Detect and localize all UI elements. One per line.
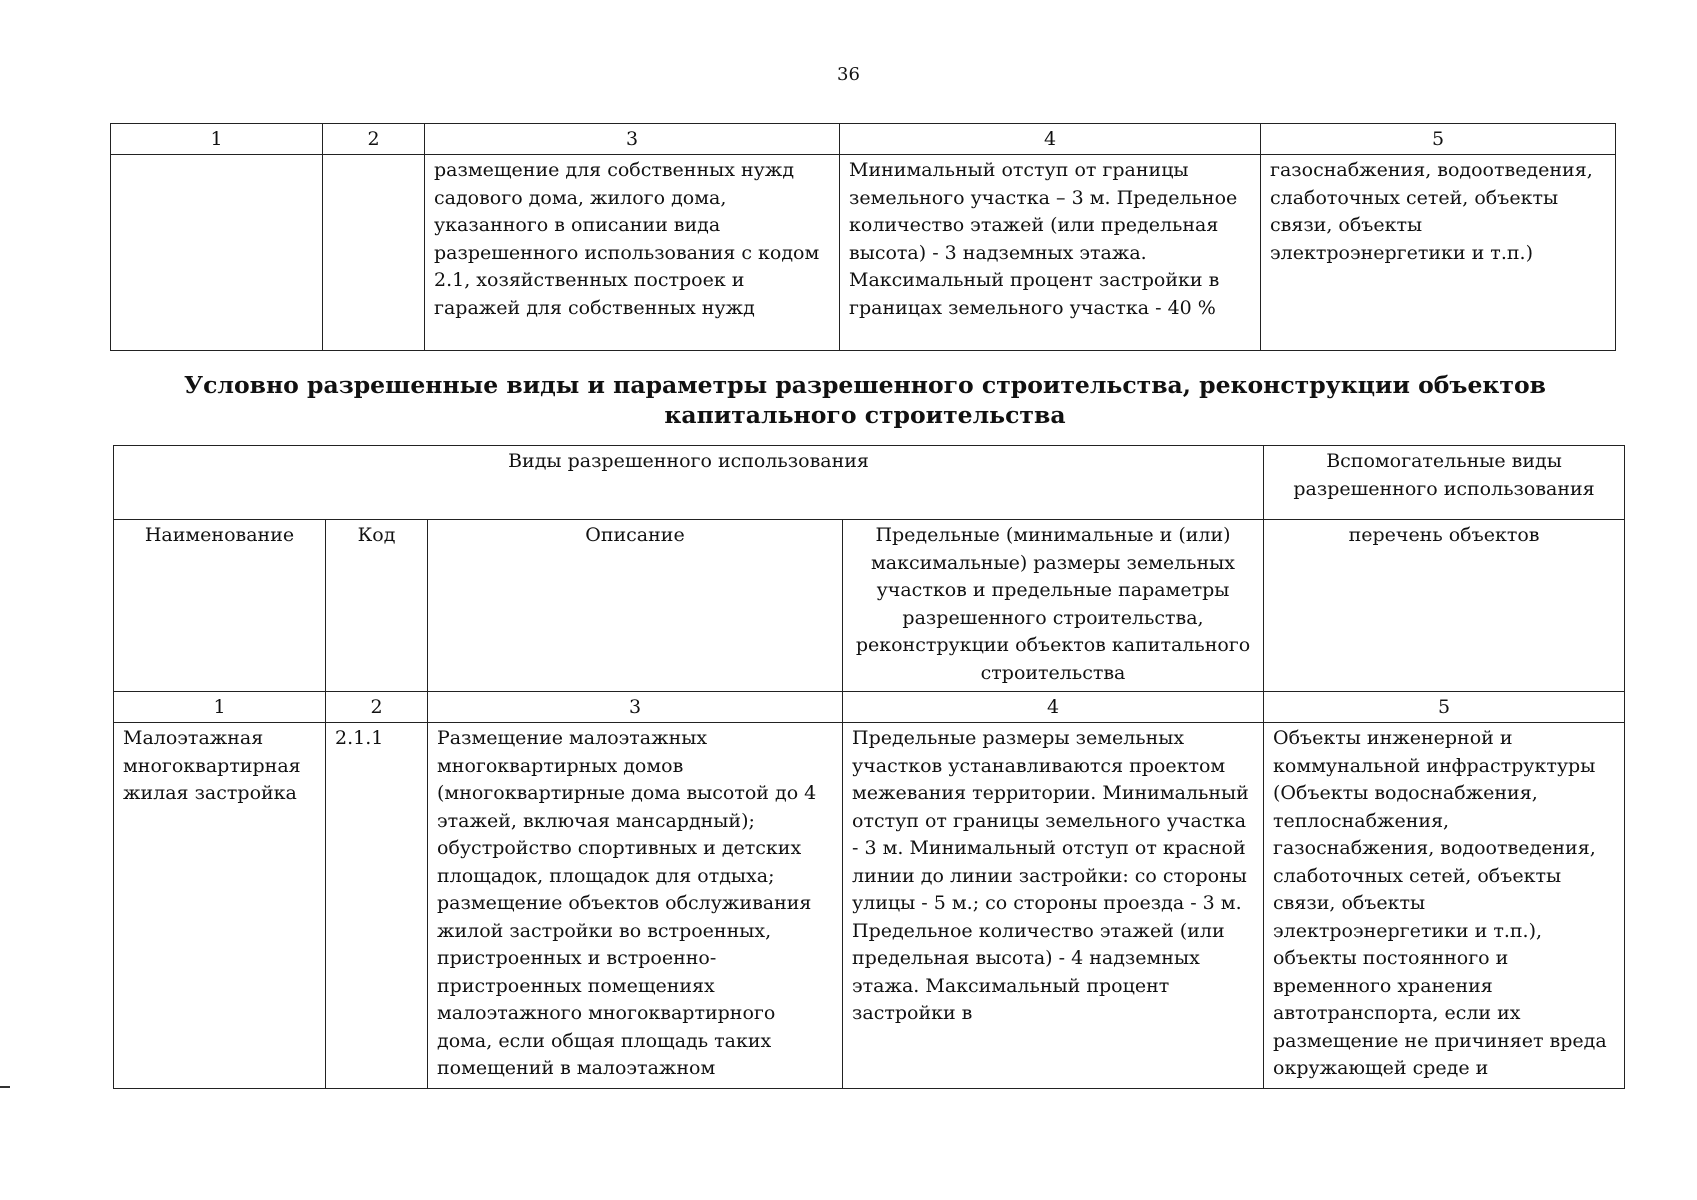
- margin-mark: [0, 1086, 10, 1088]
- column-number: 1: [111, 124, 323, 155]
- table-row: [111, 155, 1616, 351]
- column-number: 3: [425, 124, 840, 155]
- parameters-cell: Предельные размеры земельных участков устанавливаются проектом межевания территории. Минимальный отступ от границы земельного участка - 3 м. Минимальный отступ от красной линии до линии застройки: со стороны улицы - 5 м.; со стороны проезда - 3 м. Предельное количество этажей (или предельная высота) - 4 надземных этажа. Максимальный процент застройки в: [843, 723, 1264, 1089]
- column-header-description: Описание: [428, 520, 843, 692]
- parameters-cell: Минимальный отступ от границы земельного участка – 3 м. Предельное количество этажей (или предельная высота) - 3 надземных этажа. Максимальный процент застройки в границах земельного участка - 40 %: [840, 155, 1261, 351]
- column-number: 5: [1261, 124, 1616, 155]
- description-cell: размещение для собственных нужд садового дома, жилого дома, указанного в описании вида разрешенного использования с кодом 2.1, хозяйственных построек и гаражей для собственных нужд: [425, 155, 840, 351]
- conditional-use-table: [113, 445, 1625, 1089]
- code-cell: 2.1.1: [326, 723, 428, 1089]
- column-number: 1: [114, 692, 326, 723]
- column-number: 4: [843, 692, 1264, 723]
- column-number: 2: [323, 124, 425, 155]
- table-row: [114, 723, 1625, 1089]
- column-number: 5: [1264, 692, 1625, 723]
- column-header-row: [114, 520, 1625, 692]
- name-cell: [111, 155, 323, 351]
- column-number: 4: [840, 124, 1261, 155]
- auxiliary-cell: газоснабжения, водоотведения, слаботочных сетей, объекты связи, объекты электроэнергетики и т.п.): [1261, 155, 1616, 351]
- section-heading: Условно разрешенные виды и параметры разрешенного строительства, реконструкции объектов капитального строительства: [184, 371, 1546, 429]
- column-header-auxiliary: перечень объектов: [1264, 520, 1625, 692]
- continued-table: [110, 123, 1616, 351]
- group-header: Виды разрешенного использования: [114, 446, 1264, 520]
- column-number-row: [111, 124, 1616, 155]
- auxiliary-cell: Объекты инженерной и коммунальной инфраструктуры (Объекты водоснабжения, теплоснабжения, газоснабжения, водоотведения, слаботочных сетей, объекты связи, объекты электроэнергетики и т.п.), объекты постоянного и временного хранения автотранспорта, если их размещение не причиняет вреда окружающей среде и: [1264, 723, 1625, 1089]
- page-number: 36: [837, 64, 860, 85]
- column-number-row: [114, 692, 1625, 723]
- description-cell: Размещение малоэтажных многоквартирных домов (многоквартирные дома высотой до 4 этажей, включая мансардный); обустройство спортивных и детских площадок, площадок для отдыха; размещение объектов обслуживания жилой застройки во встроенных, пристроенных и встроенно-пристроенных помещениях малоэтажного многоквартирного дома, если общая площадь таких помещений в малоэтажном: [428, 723, 843, 1089]
- name-cell: Малоэтажная многоквартирная жилая застройка: [114, 723, 326, 1089]
- group-header-row: [114, 446, 1625, 520]
- column-header-name: Наименование: [114, 520, 326, 692]
- auxiliary-header: Вспомогательные виды разрешенного использования: [1264, 446, 1625, 520]
- column-number: 3: [428, 692, 843, 723]
- code-cell: [323, 155, 425, 351]
- column-header-parameters: Предельные (минимальные и (или) максимальные) размеры земельных участков и предельные параметры разрешенного строительства, реконструкции объектов капитального строительства: [843, 520, 1264, 692]
- column-number: 2: [326, 692, 428, 723]
- column-header-code: Код: [326, 520, 428, 692]
